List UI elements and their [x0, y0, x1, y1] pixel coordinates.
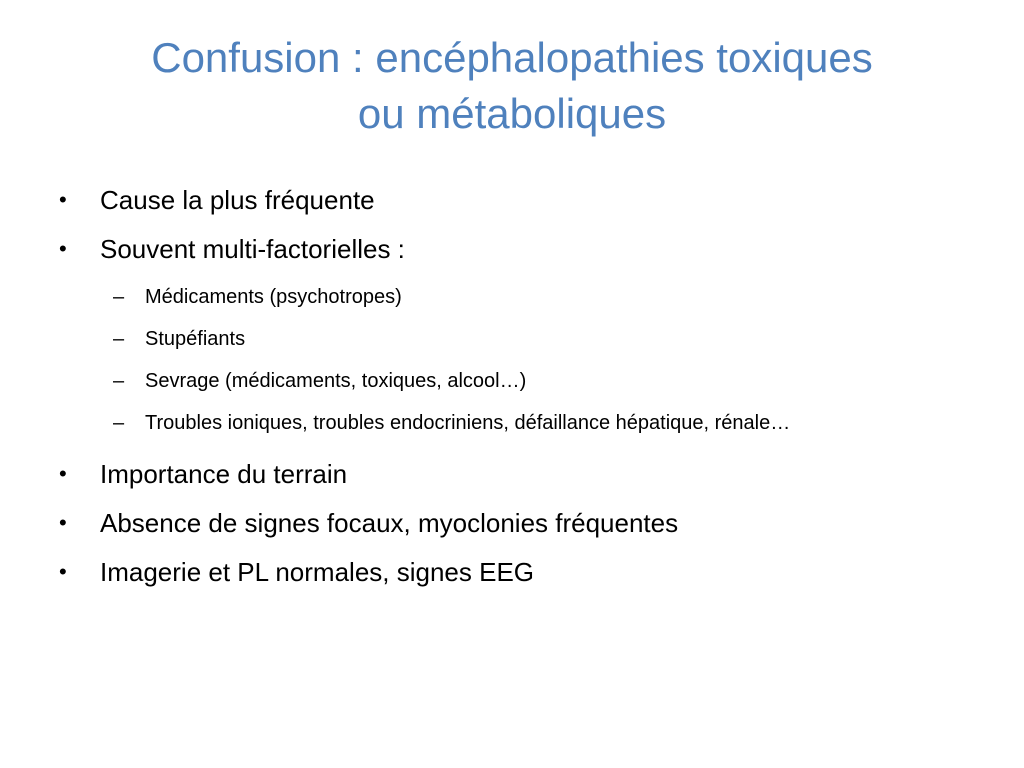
bullet-text: Cause la plus fréquente	[100, 185, 375, 215]
sub-bullet-marker: –	[113, 412, 125, 434]
bullet-item	[55, 458, 955, 490]
slide-title-line-2: ou métaboliques	[357, 90, 667, 137]
bullet-marker: •	[59, 559, 67, 584]
bullet-list	[55, 184, 955, 605]
sub-bullet-text: Stupéfiants	[145, 328, 246, 350]
sub-bullet-text: Sevrage (médicaments, toxiques, alcool…)	[145, 370, 527, 392]
bullet-text: Absence de signes focaux, myoclonies fréquentes	[100, 508, 679, 538]
sub-bullet-text: Troubles ioniques, troubles endocriniens, défaillance hépatique, rénale…	[145, 412, 791, 434]
bullet-item	[55, 184, 955, 216]
bullet-marker: •	[59, 510, 67, 535]
slide-title-line-1: Confusion : encéphalopathies toxiques	[151, 34, 873, 81]
bullet-text: Souvent multi-factorielles :	[100, 234, 405, 264]
sub-bullet-marker: –	[113, 286, 125, 308]
bullet-text: Importance du terrain	[100, 459, 348, 489]
bullet-item	[55, 507, 955, 539]
sub-bullet-item	[55, 324, 955, 355]
sub-bullet-marker: –	[113, 328, 125, 350]
bullet-marker: •	[59, 187, 67, 212]
sub-bullet-item	[55, 366, 955, 397]
sub-bullet-text: Médicaments (psychotropes)	[145, 286, 402, 308]
bullet-marker: •	[59, 236, 67, 261]
slide-title	[40, 30, 984, 142]
sub-bullet-item	[55, 282, 955, 313]
bullet-item	[55, 233, 955, 265]
bullet-item	[55, 556, 955, 588]
bullet-text: Imagerie et PL normales, signes EEG	[100, 557, 535, 587]
sub-bullet-item	[55, 408, 955, 439]
bullet-marker: •	[59, 461, 67, 486]
sub-bullet-marker: –	[113, 370, 125, 392]
